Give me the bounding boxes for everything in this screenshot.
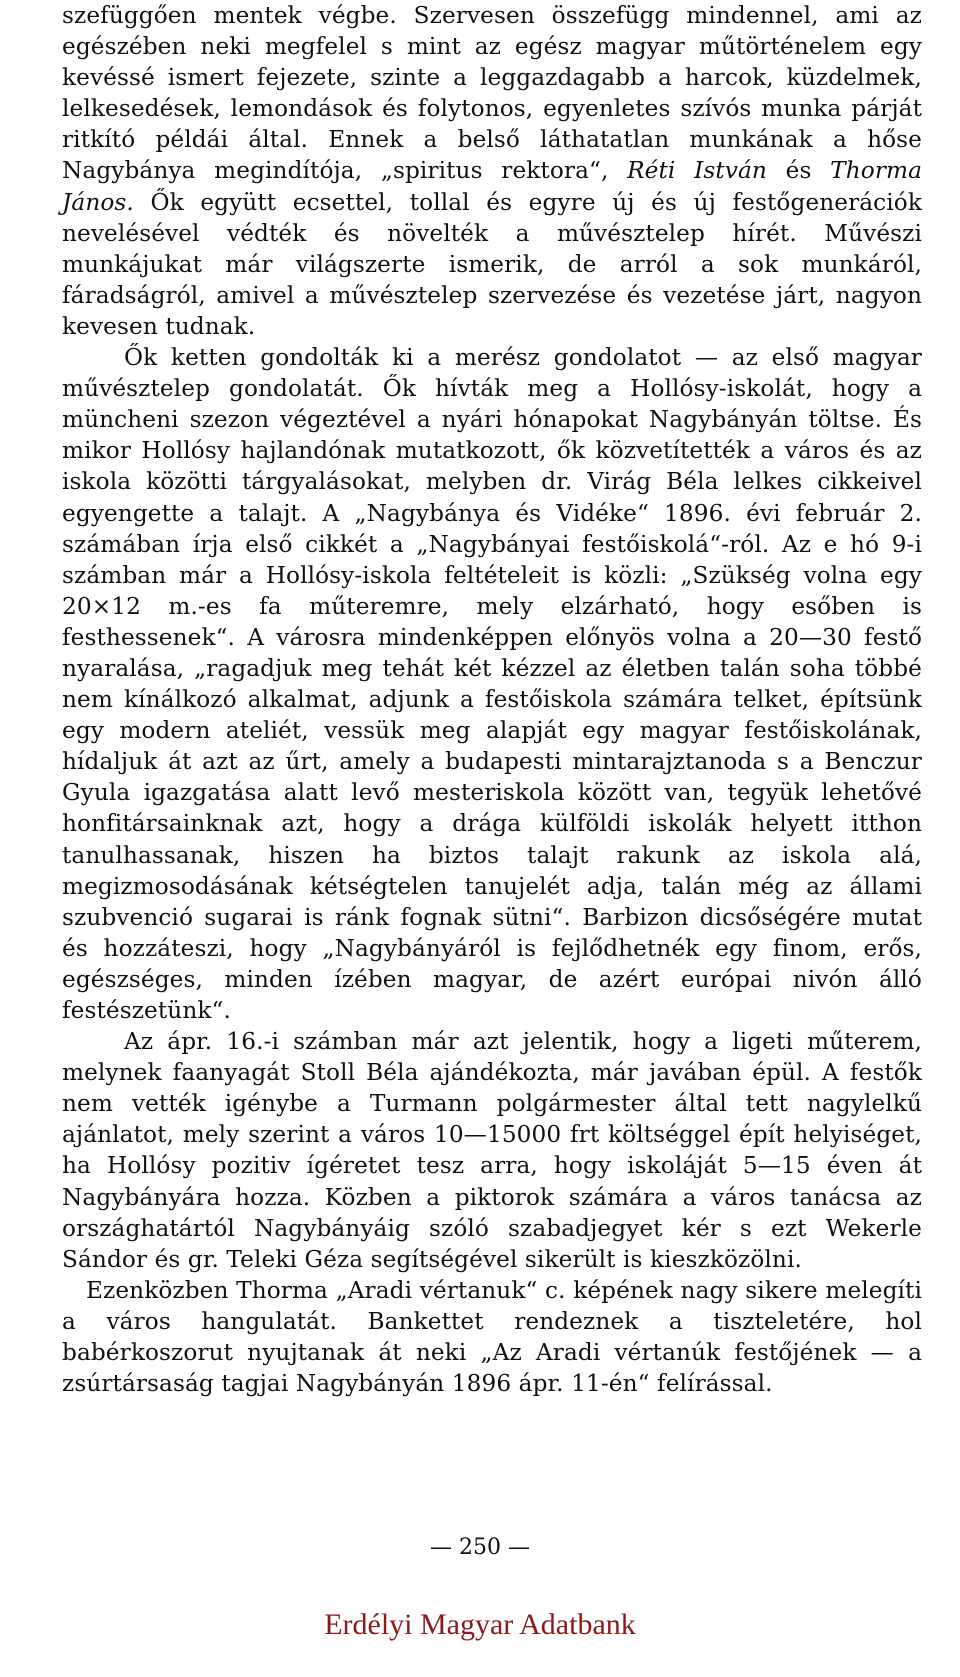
paragraph-2-text: Ők ketten gondolták ki a merész gondolatot — az első magyar művésztelep gondolatát. Ők hívták meg a Hollósy-iskolát, hogy a müncheni szezon végeztével a nyári hónapokat Nagybányán töltse. És mikor Hollósy hajlandónak mutatkozott, ők közvetítették a város és az iskola közötti tárgyalásokat, melyben dr. Virág Béla lelkes cikkeivel egyengette a talajt. A „Nagybánya és Vidéke“ 1896. évi február 2. számában írja első cikkét a „Nagybányai festőiskolá“-ról. Az e hó 9-i számban már a Hollósy-iskola feltételeit is közli: „Szükség volna egy 20×12 m.-es fa műteremre, mely elzárható, hogy esőben is festhessenek“. A városra mindenképpen előnyös volna a 20—30 festő nyaralása, „ragadjuk meg tehát két kézzel az életben talán soha többé nem kínálkozó alkalmat, adjunk a festőiskola számára telket, építsünk egy modern ateliét, vessük meg alapját egy magyar festőiskolának, hídaljuk át azt az űrt, amely a budapesti mintarajztanoda s a Benczur Gyula igazgatása alatt levő mesteriskola között van, tegyük lehetővé honfitársainknak azt, hogy a drága külföldi iskolák helyett itthon tanulhassanak, hiszen ha biztos talajt rakunk az iskola alá, megizmosodásának kétségtelen tanujelét adja, talán még az állami szubvenció sugarai is ránk fognak sütni“. Barbizon dicsőségére mutat és hozzáteszi, hogy „Nagybányáról is fejlődhetnék egy finom, erős, egészséges, minden ízében magyar, de azért európai nivón álló festészetünk“. [62,344,922,1024]
paragraph-1-segment-5: Ők együtt ecsettel, tollal és egyre új és új festőgenerációk nevelésével védték és növelték a művésztelep hírét. Művészi munkájukat már világszerte ismerik, de arról a sok munkáról, fáradságról, amivel a művésztelep szervezése és vezetése járt, nagyon kevesen tudnak. [62,188,922,340]
paragraph-2 [62,342,922,1026]
paragraph-1 [62,0,922,342]
document-page [62,0,922,1399]
person-name-reti-istvan: Réti István [627,157,767,185]
page-number: — 250 — [430,1535,530,1560]
person-name-thorma-janos: Thorma János. [62,157,923,216]
paragraph-3-text: Az ápr. 16.-i számban már azt jelentik, hogy a ligeti műterem, melynek faanyagát Stoll Béla ajándékozta, már javában épül. A festők nem vették igénybe a Turmann polgármester által tett nagylelkű ajánlatot, mely szerint a város 10—15000 frt költséggel épít helyiséget, ha Hollósy pozitiv ígéretet tesz arra, hogy iskoláját 5—15 éven át Nagybányára hozza. Közben a piktorok számára a város tanácsa az országhatártól Nagybányáig szóló szabadjegyet kér s ezt Wekerle Sándor és gr. Teleki Géza segítségével sikerült is kieszközölni. [62,1028,922,1273]
source-watermark: Erdélyi Magyar Adatbank [324,1608,636,1641]
paragraph-1-segment-3: és [766,157,831,185]
paragraph-3 [62,1026,922,1275]
paragraph-1-segment-1: szefüggően mentek végbe. Szervesen összefügg mindennel, ami az egészében neki megfelel s mint az egész magyar műtörténelem egy kevéssé ismert fejezete, szinte a leggazdagabb a harcok, küzdelmek, lelkesedések, lemondások és folytonos, egyenletes szívós munka párját ritkító példái által. Ennek a belső láthatatlan munkának a hőse Nagybánya megindítója, „spiritus rektora“, [62,2,922,185]
paragraph-4-text: Ezenközben Thorma „Aradi vértanuk“ c. képének nagy sikere melegíti a város hangulatát. Bankettet rendeznek a tiszteletére, hol babérkoszorut nyujtanak át neki „Az Aradi vértanúk festőjének — a zsúrtársaság tagjai Nagybányán 1896 ápr. 11-én“ felírással. [62,1276,922,1398]
paragraph-4 [62,1275,922,1399]
body-text [62,0,922,1399]
